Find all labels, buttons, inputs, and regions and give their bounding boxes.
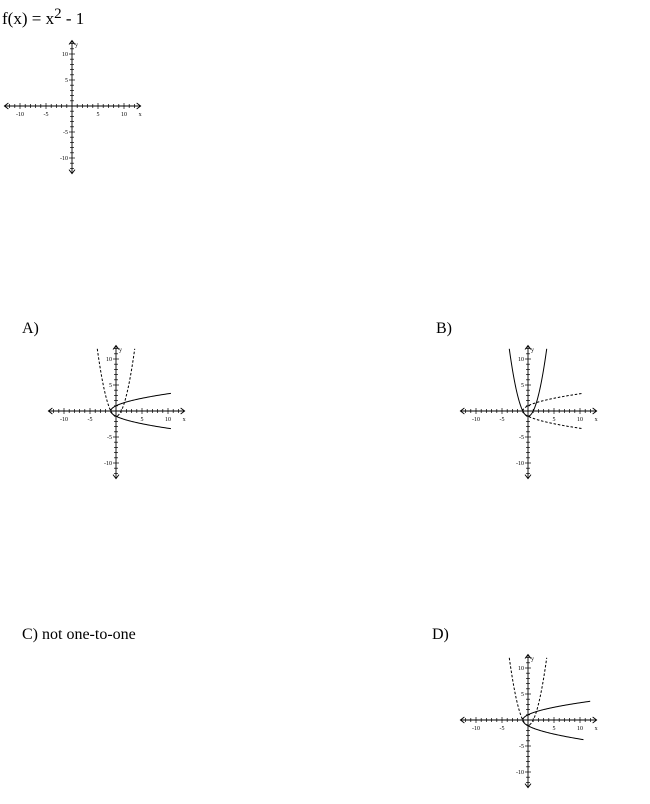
choice-b-graph <box>456 343 606 483</box>
choice-d[interactable] <box>432 626 449 644</box>
y-tick-label: -10 <box>516 461 524 467</box>
dashed-curve-upper <box>523 393 583 411</box>
x-axis-label: x <box>594 726 598 732</box>
y-tick-label: 5 <box>521 383 524 389</box>
x-tick-label: 10 <box>165 417 171 423</box>
question-text <box>2 6 84 29</box>
choice-a[interactable] <box>22 320 39 338</box>
x-axis-label: x <box>182 417 186 423</box>
x-tick-label: -10 <box>16 112 24 118</box>
x-axis-label: x <box>138 112 142 118</box>
y-tick-label: 5 <box>109 383 112 389</box>
x-tick-label: 10 <box>121 112 127 118</box>
choice-d-graph <box>456 652 606 792</box>
x-tick-label: 5 <box>140 417 144 423</box>
x-tick-label: -5 <box>87 417 93 423</box>
y-axis-label: y <box>531 347 534 354</box>
solid-curve-upper <box>111 393 171 411</box>
y-tick-label: 10 <box>518 357 524 363</box>
choice-b-label: B) <box>436 320 452 337</box>
x-tick-label: -5 <box>43 112 49 118</box>
y-tick-label: 5 <box>521 692 524 698</box>
y-tick-label: -5 <box>519 744 524 750</box>
x-tick-label: -5 <box>499 417 505 423</box>
x-tick-label: -10 <box>472 417 480 423</box>
choice-c-label: C) <box>22 626 38 643</box>
choice-c-text: not one-to-one <box>42 626 136 643</box>
y-tick-label: -10 <box>516 770 524 776</box>
y-axis-label: y <box>119 347 122 354</box>
y-tick-label: -5 <box>519 435 524 441</box>
function-exponent: 2 <box>54 6 62 22</box>
y-tick-label: 10 <box>518 666 524 672</box>
y-tick-label: -10 <box>60 156 68 162</box>
x-tick-label: 5 <box>96 112 100 118</box>
x-axis-label: x <box>594 417 598 423</box>
y-axis-label: y <box>75 42 78 49</box>
x-tick-label: -10 <box>60 417 68 423</box>
question-axes <box>0 38 150 178</box>
y-tick-label: 5 <box>65 78 68 84</box>
x-tick-label: 5 <box>552 417 556 423</box>
y-tick-label: -10 <box>104 461 112 467</box>
choice-a-label: A) <box>22 320 39 337</box>
choice-a-graph <box>44 343 194 483</box>
x-tick-label: 10 <box>577 726 583 732</box>
x-tick-label: 10 <box>577 417 583 423</box>
y-tick-label: -5 <box>63 130 68 136</box>
x-tick-label: -5 <box>499 726 505 732</box>
choice-c[interactable] <box>22 626 136 644</box>
choice-b[interactable] <box>436 320 452 338</box>
y-tick-label: 10 <box>106 357 112 363</box>
y-tick-label: 10 <box>62 52 68 58</box>
y-tick-label: -5 <box>107 435 112 441</box>
x-tick-label: -10 <box>472 726 480 732</box>
y-axis-label: y <box>531 656 534 663</box>
function-prefix: f(x) = x <box>2 9 55 28</box>
x-tick-label: 5 <box>552 726 556 732</box>
function-suffix: - 1 <box>61 9 85 28</box>
choice-d-label: D) <box>432 626 449 643</box>
